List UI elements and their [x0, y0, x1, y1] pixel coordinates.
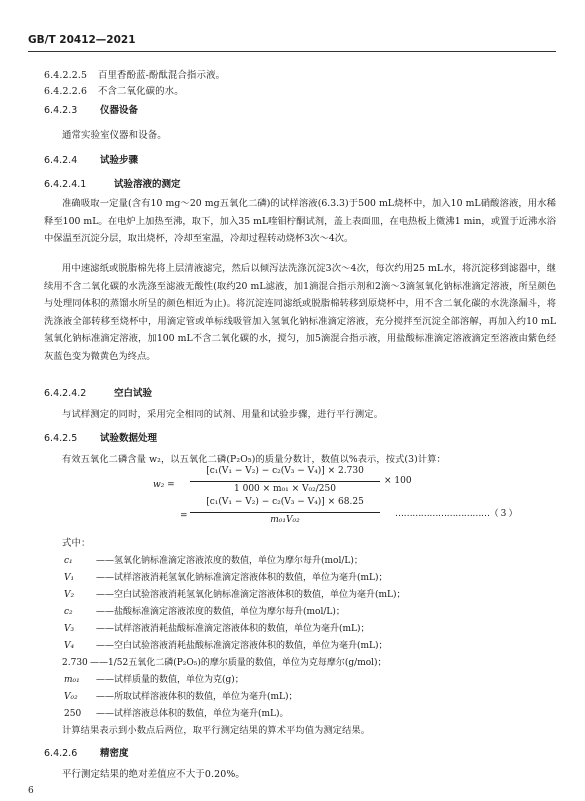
definition-text: ——试样质量的数值，单位为克(g)； — [96, 675, 244, 685]
section-title: 试验数据处理 — [100, 433, 158, 444]
section-title: 空白试验 — [114, 388, 153, 399]
definition-text: ——1/52五氧化二磷(P₂O₅)的摩尔质量的数值，单位为克每摩尔(g/mol)； — [90, 658, 387, 668]
precision-paragraph: 平行测定结果的绝对差值应不大于0.20%。 — [62, 769, 245, 780]
definition-row — [64, 672, 244, 685]
section-heading-6423 — [44, 102, 138, 116]
formula-numerator-2: [c₁(V₁ − V₂) − c₂(V₃ − V₄)] × 68.25 — [206, 497, 364, 507]
section-number: 6.4.2.3 — [44, 105, 78, 116]
definition-symbol: m₀₁ — [64, 675, 80, 685]
test-procedure-paragraph-1: 准确吸取一定量(含有10 mg～20 mg五氧化二磷)的试样溶液(6.3.3)于500 mL烧杯中，加入10 mL硝酸溶液，用水稀释至100 mL。在电炉上加热至沸，取下，加入35 mL喹钼柠酮试剂，盖上表面皿，在电热板上微沸1 min，或置于近沸水浴中保温至沉淀分层，取出烧杯，冷却至室温，冷却过程转动烧杯3次～4次。 — [44, 198, 556, 244]
fraction-bar-2 — [190, 512, 380, 513]
formula-numerator-1: [c₁(V₁ − V₂) − c₂(V₃ − V₄)] × 2.730 — [206, 466, 364, 476]
definition-row — [62, 655, 387, 668]
blank-test-paragraph: 与试样测定的同时，采用完全相同的试剂、用量和试验步骤，进行平行测定。 — [62, 409, 384, 420]
formula-times-100: × 100 — [384, 476, 412, 486]
section-heading-64242 — [44, 385, 152, 399]
definition-row — [64, 570, 388, 583]
definition-symbol: V₀₂ — [64, 692, 78, 702]
formula-denominator-2: m₀₁V₀₂ — [270, 515, 300, 525]
header-rule — [28, 51, 556, 52]
definition-text: ——所取试样溶液体积的数值，单位为毫升(mL)； — [96, 692, 298, 702]
section-title: 仪器设备 — [100, 105, 139, 116]
definition-symbol: V₁ — [64, 573, 75, 583]
fraction-bar-1 — [190, 481, 380, 482]
definition-row — [64, 689, 298, 702]
definition-text: ——空白试验溶液消耗盐酸标准滴定溶液体积的数值，单位为毫升(mL)； — [96, 641, 388, 651]
section-number: 6.4.2.4.1 — [44, 179, 87, 190]
section-number: 6.4.2.5 — [44, 433, 78, 444]
definition-row — [64, 706, 289, 719]
list-item — [44, 67, 225, 81]
definition-symbol: 250 — [64, 709, 82, 719]
definition-symbol: c₁ — [64, 556, 73, 566]
definition-symbol: V₂ — [64, 590, 75, 600]
definition-text: ——试样溶液消耗盐酸标准滴定溶液体积的数值，单位为毫升(mL)； — [96, 624, 370, 634]
item-number: 6.4.2.2.6 — [44, 86, 88, 97]
definition-row — [64, 587, 406, 600]
section-heading-6425 — [44, 430, 157, 444]
definition-symbol: c₂ — [64, 607, 73, 617]
page-number: 6 — [28, 786, 34, 796]
item-text: 不含二氧化碳的水。 — [98, 86, 184, 97]
section-number: 6.4.2.6 — [44, 748, 78, 759]
definition-text: ——氢氧化钠标准滴定溶液浓度的数值，单位为摩尔每升(mol/L)； — [96, 556, 363, 566]
where-label: 式中： — [62, 538, 91, 549]
section-title: 试验步骤 — [100, 155, 139, 166]
item-text: 百里香酚蓝-酚酞混合指示液。 — [98, 70, 226, 81]
definition-text: ——试样溶液总体积的数值，单位为毫升(mL)。 — [96, 709, 289, 719]
equation-number: ……………………………（ 3 ） — [395, 509, 518, 519]
definition-row — [64, 553, 363, 566]
calculation-intro: 有效五氧化二磷含量 w₂，以五氧化二磷(P₂O₅)的质量分数计，数值以%表示，按式(3)计算： — [62, 454, 446, 465]
standard-number: GB/T 20412—2021 — [28, 34, 136, 46]
section-heading-6424 — [44, 152, 138, 166]
section-number: 6.4.2.4.2 — [44, 388, 87, 399]
definition-text: ——盐酸标准滴定溶液浓度的数值，单位为摩尔每升(mol/L)； — [96, 607, 345, 617]
list-item — [44, 83, 184, 97]
definition-text: ——试样溶液消耗氢氧化钠标准滴定溶液体积的数值，单位为毫升(mL)； — [96, 573, 388, 583]
formula-equals: = — [180, 511, 188, 521]
test-procedure-paragraph-2: 用中速滤纸或脱脂棉先将上层清液滤完，然后以倾泻法洗涤沉淀3次～4次，每次约用25 mL水，将沉淀移到滤器中，继续用不含二氧化碳的水洗涤至滤液无酸性(取约20 mL滤液，加1滴混合指示剂和2滴～3滴氢氧化钠标准滴定溶液，所呈颜色与处理同体积的蒸馏水所呈的颜色相近为止)。将沉淀连同滤纸或脱脂棉转移到原烧杯中，用不含二氧化碳的水洗涤漏斗，将洗涤液全部转移至烧杯中，用滴定管或单标线吸管加入氢氧化钠标准滴定溶液，充分搅拌至沉淀全部溶解，再加入约10 mL氢氧化钠标准滴定溶液，加100 mL不含二氧化碳的水，搅匀，加5滴混合指示液，用盐酸标准滴定溶液滴定至溶液由紫色经灰蓝色变为微黄色为终点。 — [44, 263, 556, 362]
definition-symbol: V₃ — [64, 624, 75, 634]
definition-symbol: 2.730 — [62, 658, 88, 668]
definition-row — [64, 621, 370, 634]
definition-symbol: V₄ — [64, 641, 75, 651]
section-title: 精密度 — [100, 748, 129, 759]
section-number: 6.4.2.4 — [44, 155, 78, 166]
definition-row — [64, 638, 388, 651]
section-heading-6426 — [44, 745, 129, 759]
equipment-paragraph: 通常实验室仪器和设备。 — [62, 130, 167, 141]
formula-denominator-1: 1 000 × m₀₁ × V₀₂/250 — [234, 484, 336, 494]
definition-row — [64, 604, 345, 617]
section-heading-64241 — [44, 176, 181, 190]
section-title: 试验溶液的测定 — [114, 179, 181, 190]
result-statement: 计算结果表示到小数点后两位，取平行测定结果的算术平均值为测定结果。 — [62, 725, 371, 736]
item-number: 6.4.2.2.5 — [44, 70, 88, 81]
formula-lhs: w₂ = — [153, 480, 175, 490]
definition-text: ——空白试验溶液消耗氢氧化钠标准滴定溶液体积的数值，单位为毫升(mL)； — [96, 590, 406, 600]
